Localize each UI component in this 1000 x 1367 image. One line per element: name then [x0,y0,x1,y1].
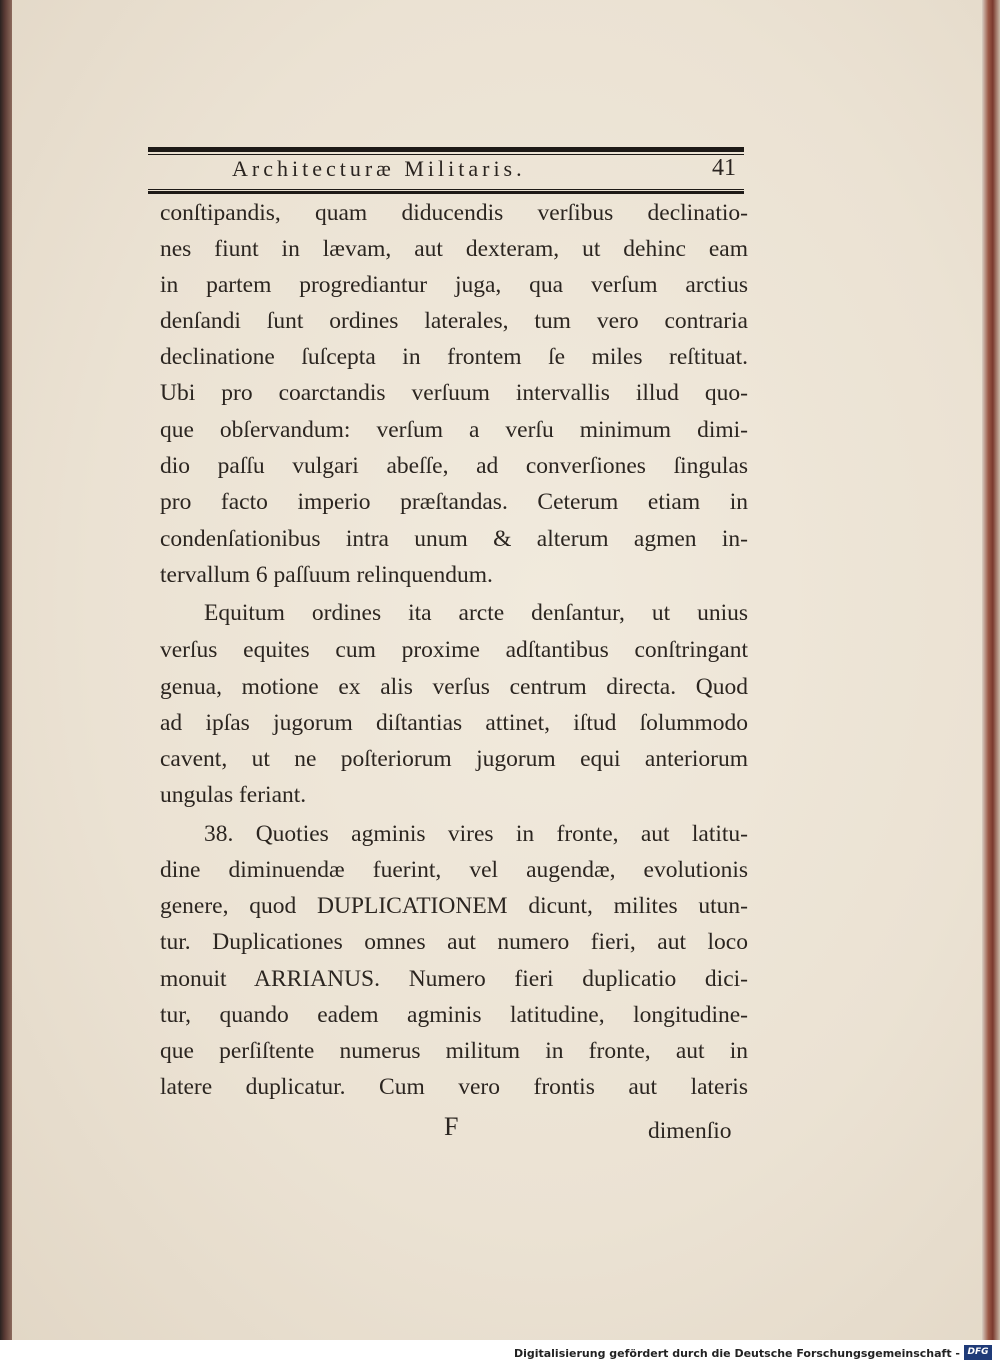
head-rule-top-thin [148,154,744,155]
head-rule-top [148,147,744,152]
running-head: Architecturæ Militaris. [232,156,526,181]
text-line: Equitum ordines ita arcte denſantur, ut unius [204,600,748,626]
text-line: ad ipſas jugorum diſtantias attinet, iſtud ſolummodo [160,710,748,736]
text-line: genua, motione ex alis verſus centrum directa. Quod [160,674,748,700]
text-line: condenſationibus intra unum & alterum agmen in- [160,526,748,552]
text-line: declinatione ſuſcepta in frontem ſe miles reſtituat. [160,344,748,370]
text-line: latere duplicatur. Cum vero frontis aut lateris [160,1074,748,1100]
catchword: dimenſio [648,1118,732,1144]
text-line: dio paſſu vulgari abeſſe, ad converſiones ſingulas [160,453,748,479]
text-line: monuit ARRIANUS. Numero fieri duplicatio dici- [160,966,748,992]
dfg-logo[interactable]: DFG [964,1345,992,1360]
text-line: verſus equites cum proxime adſtantibus conſtringant [160,637,748,663]
text-line: in partem progrediantur juga, qua verſum arctius [160,272,748,298]
text-line: tervallum 6 paſſuum relinquendum. [160,562,493,588]
footer-credit: Digitalisierung gefördert durch die Deutsche Forschungsgemeinschaft - [513,1347,960,1360]
text-line: dine diminuendæ fuerint, vel augendæ, evolutionis [160,857,748,883]
text-line: cavent, ut ne poſteriorum jugorum equi anteriorum [160,746,748,772]
text-line: nes fiunt in lævam, aut dexteram, ut dehinc eam [160,236,748,262]
text-line: tur, quando eadem agminis latitudine, longitudine- [160,1002,748,1028]
digitization-footer [0,1340,1000,1367]
text-line: tur. Duplicationes omnes aut numero fieri, aut loco [160,929,748,955]
text-line: conſtipandis, quam diducendis verſibus declinatio- [160,200,748,226]
text-line: que perſiſtente numerus militum in fronte, aut in [160,1038,748,1064]
text-line: pro facto imperio præſtandas. Ceterum etiam in [160,489,748,515]
head-rule-bottom-thin [148,189,744,190]
text-line: ungulas feriant. [160,782,307,808]
head-rule-bottom [148,191,744,194]
text-line: genere, quod DUPLICATIONEM dicunt, milites utun- [160,893,748,919]
page-number: 41 [712,155,736,181]
text-line: 38. Quoties agminis vires in fronte, aut latitu- [204,821,748,847]
book-spine [0,0,12,1340]
text-line: que obſervandum: verſum a verſu minimum dimi- [160,417,748,443]
text-line: denſandi ſunt ordines laterales, tum vero contraria [160,308,748,334]
signature-mark: F [444,1112,459,1141]
page-edges [982,0,1000,1340]
text-line: Ubi pro coarctandis verſuum intervallis illud quo- [160,380,748,406]
